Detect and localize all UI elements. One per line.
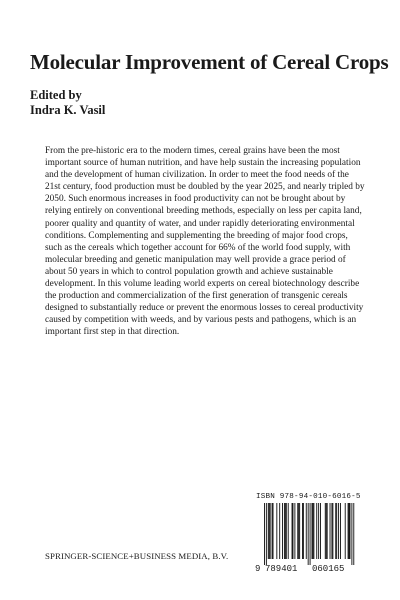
- barcode-bar: [306, 503, 307, 559]
- barcode-bar: [298, 503, 299, 559]
- barcode-bar: [284, 503, 285, 559]
- barcode-bar: [332, 503, 333, 559]
- barcode-bar: [349, 503, 350, 559]
- barcode-first-digit: 9: [255, 564, 261, 573]
- barcode-bar: [326, 503, 327, 559]
- barcode-bar: [286, 503, 287, 559]
- barcode-bar: [338, 503, 339, 559]
- barcode-bar: [270, 503, 271, 559]
- barcode-bar: [327, 503, 328, 559]
- publisher-name: SPRINGER-SCIENCE+BUSINESS MEDIA, B.V.: [45, 551, 229, 561]
- barcode-bar: [351, 503, 352, 565]
- isbn-label: ISBN 978-94-010-6016-5: [256, 493, 361, 501]
- editor-block: [30, 88, 105, 118]
- barcode-bar: [294, 503, 295, 559]
- barcode-bar: [303, 503, 304, 559]
- barcode-bar: [335, 503, 336, 559]
- barcode-left-digits: 789401: [265, 564, 298, 573]
- barcode-bar: [285, 503, 286, 559]
- barcode-bar: [288, 503, 289, 559]
- barcode-bar: [273, 503, 274, 559]
- barcode-bar: [299, 503, 300, 559]
- barcode-bar: [312, 503, 313, 559]
- isbn-barcode-block: [254, 493, 364, 573]
- book-title: Molecular Improvement of Cereal Crops: [30, 50, 389, 74]
- barcode-bar: [293, 503, 294, 559]
- barcode-bar: [312, 503, 313, 559]
- barcode-bar: [272, 503, 273, 559]
- barcode-bars: [264, 503, 354, 565]
- barcode-bar: [279, 503, 280, 559]
- barcode-bar: [292, 503, 293, 559]
- barcode-bar: [325, 503, 326, 559]
- barcode: [254, 503, 364, 573]
- barcode-bar: [320, 503, 321, 559]
- barcode-bar: [336, 503, 337, 559]
- barcode-bar: [340, 503, 341, 559]
- barcode-bar: [331, 503, 332, 559]
- barcode-bar: [330, 503, 331, 559]
- edited-by-label: Edited by: [30, 88, 82, 102]
- barcode-bar: [269, 503, 270, 559]
- barcode-bar: [266, 503, 267, 565]
- barcode-bar: [318, 503, 319, 559]
- barcode-bar: [302, 503, 303, 559]
- barcode-bar: [308, 503, 309, 565]
- barcode-bar: [350, 503, 351, 559]
- barcode-bar: [297, 503, 298, 559]
- barcode-bar: [316, 503, 317, 559]
- barcode-bar: [353, 503, 354, 565]
- barcode-bar: [313, 503, 314, 559]
- barcode-bar: [282, 503, 283, 559]
- barcode-bar: [264, 503, 265, 565]
- barcode-right-digits: 060165: [312, 564, 345, 573]
- barcode-bar: [345, 503, 346, 559]
- barcode-bar: [348, 503, 349, 559]
- barcode-bar: [310, 503, 311, 565]
- barcode-bar: [268, 503, 269, 559]
- back-cover-blurb: From the pre-historic era to the modern times, cereal grains have been the most important source of human nutrition, and have help sustain the increasing population and the development of human civilization. In order to meet the food needs of the 21st century, food production must be doubled by the year 2025, and nearly tripled by 2050. Such enormous increases in food productivity can not be brought about by relying entirely on conventional breeding methods, especially on less per capita land, poorer quality and quantity of water, and under rapidly deteriorating environmental conditions. Complementing and supplementing the breeding of major food crops, such as the cereals which together account for 66% of the world food supply, with molecular breeding and genetic manipulation may well provide a grace period of about 50 years in which to control population growth and achieve sustainable development. In this volume leading world experts on cereal biotechnology describe the production and commercialization of the first generation of transgenic cereals designed to substantially reduce or prevent the enormous losses to cereal productivity caused by competition with weeds, and by various pests and pathogens, which is an important first step in that direction.: [45, 146, 365, 338]
- editor-name: Indra K. Vasil: [30, 103, 106, 117]
- barcode-bar: [276, 503, 277, 559]
